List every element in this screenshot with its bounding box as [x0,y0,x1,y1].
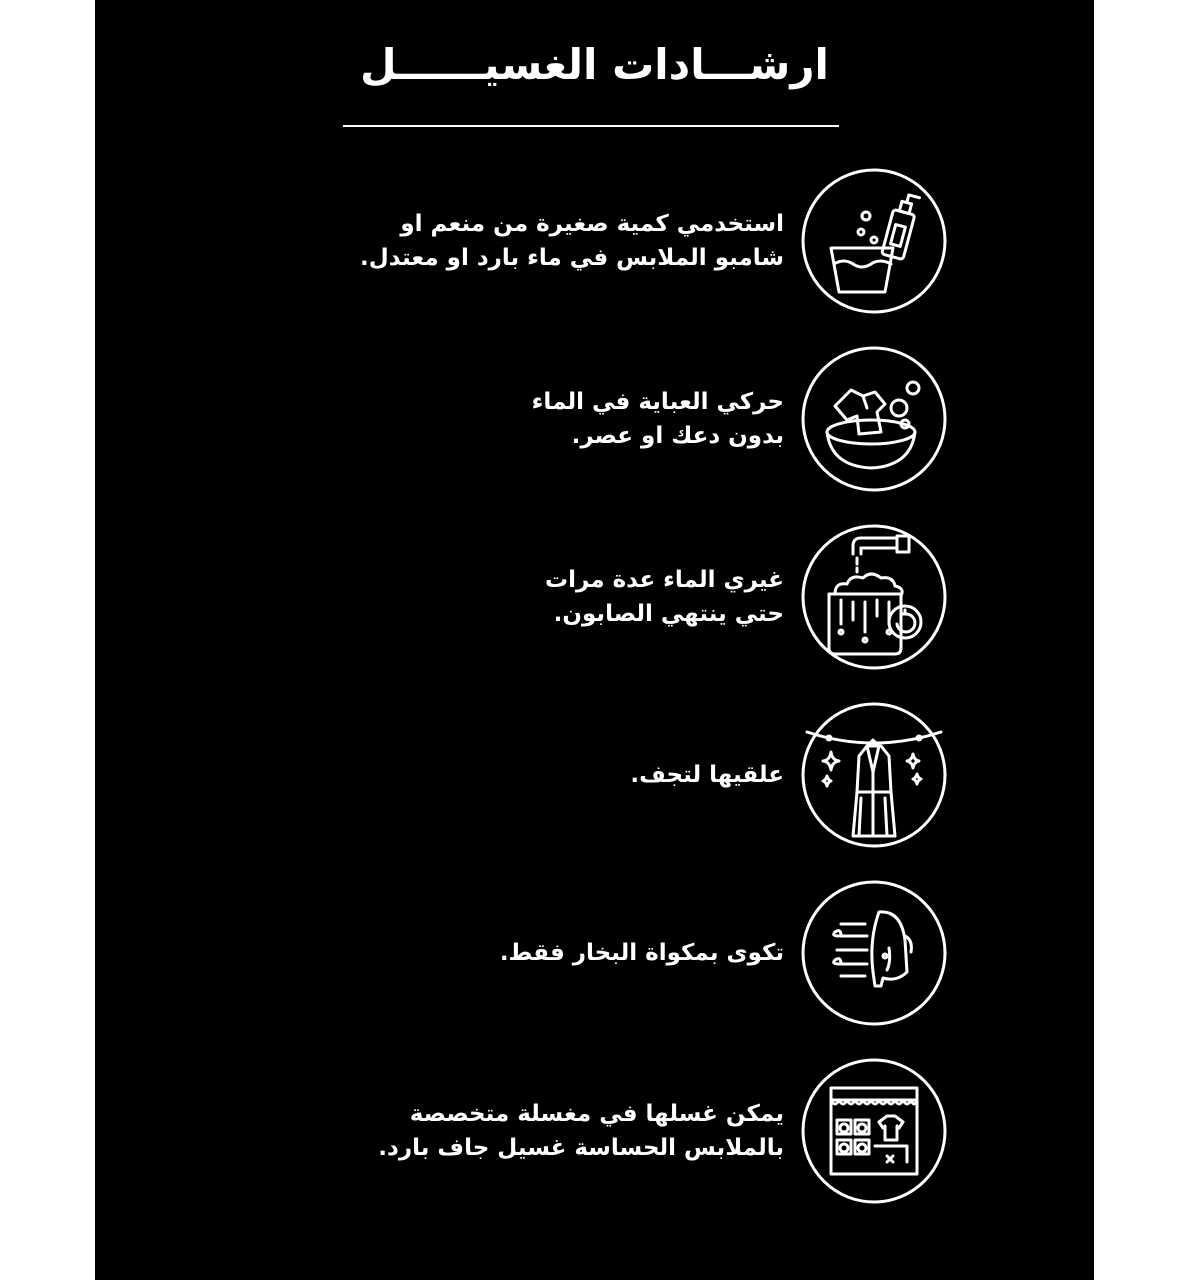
hanging-abaya-icon [801,702,947,848]
instruction-text-6 [378,1058,784,1204]
instruction-text-1 [360,168,784,314]
instruction-text-3 [545,524,784,670]
instructions-poster [95,0,1094,1280]
instruction-item-1 [95,168,1094,318]
page-title: ارشـــادات الغسيــــــل [360,40,829,89]
steam-iron-icon [801,880,947,1026]
instruction-line: علقيها لتجف. [630,762,784,788]
instruction-line: حتي ينتهي الصابون. [553,601,784,627]
instruction-line: حركي العباية في الماء [531,389,784,415]
instruction-item-5 [95,880,1094,1030]
instruction-text-5 [500,880,784,1026]
instruction-item-4 [95,702,1094,852]
instruction-line: يمكن غسلها في مغسلة متخصصة [409,1101,784,1127]
instruction-line: غيري الماء عدة مرات [545,567,784,593]
tap-rinse-icon [801,524,947,670]
instruction-item-2 [95,346,1094,496]
instruction-text-2 [532,346,784,492]
instruction-item-3 [95,524,1094,674]
instruction-text-4 [630,702,784,848]
instruction-line: شامبو الملابس في ماء بارد او معتدل. [360,245,784,271]
instruction-line: بدون دعك او عصر. [571,423,784,449]
hand-wash-tub-icon [801,346,947,492]
detergent-bowl-icon [801,168,947,314]
title-divider [343,125,839,127]
instruction-line: استخدمي كمية صغيرة من منعم او [400,211,784,237]
laundry-shop-icon [801,1058,947,1204]
instruction-line: تكوى بمكواة البخار فقط. [499,940,784,966]
instruction-line: بالملابس الحساسة غسيل جاف بارد. [378,1135,784,1161]
instruction-item-6 [95,1058,1094,1208]
